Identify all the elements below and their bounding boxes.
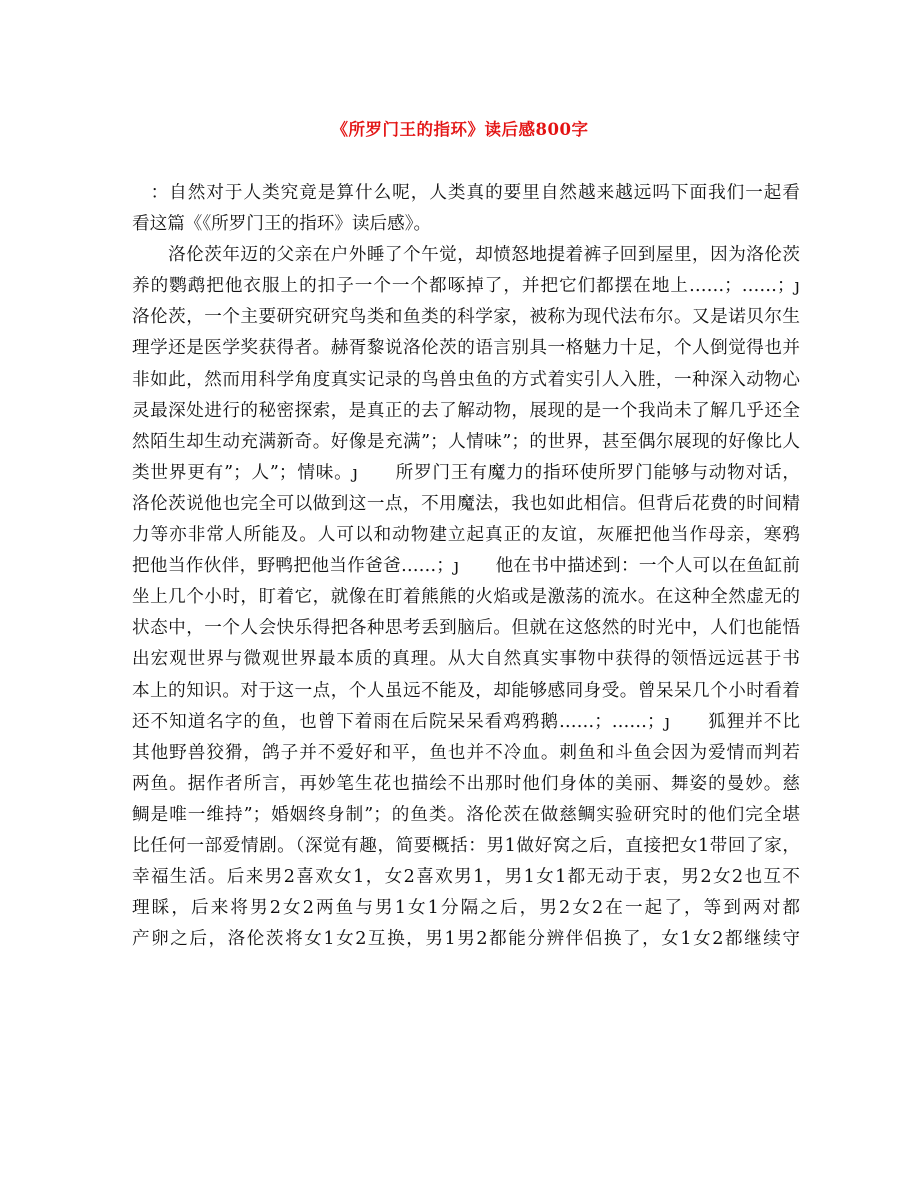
text-line: 鲷是唯一维持”；婚姻终身制”；的鱼类。洛伦茨在做慈鲷实验研究时的他们完全堪 bbox=[132, 804, 800, 825]
article-body bbox=[132, 178, 800, 955]
text-line: 坐上几个小时，盯着它，就像在盯着熊熊的火焰或是激荡的流水。在这种全然虚无的 bbox=[132, 587, 800, 608]
text-line: 状态中，一个人会快乐得把各种思考丢到脑后。但就在这悠然的时光中，人们也能悟 bbox=[132, 618, 800, 639]
text-line: 洛伦茨说他也完全可以做到这一点，不用魔法，我也如此相信。但背后花费的时间精 bbox=[132, 493, 800, 514]
text-line: 两鱼。据作者所言，再妙笔生花也描绘不出那时他们身体的美丽、舞姿的曼妙。慈 bbox=[132, 773, 800, 794]
text-line: 幸福生活。后来男2喜欢女1，女2喜欢男1，男1女1都无动于衷，男2女2也互不 bbox=[132, 867, 800, 888]
text-line: 灵最深处进行的秘密探索，是真正的去了解动物，展现的是一个我尚未了解几乎还全 bbox=[132, 400, 800, 421]
text-line: ：自然对于人类究竟是算什么呢，人类真的要里自然越来越远吗下面我们一起看 bbox=[132, 183, 800, 203]
text-line: 理睬，后来将男2女2两鱼与男1女1分隔之后，男2女2在一起了，等到两对都 bbox=[132, 898, 800, 919]
text-line: 理学还是医学奖获得者。赫胥黎说洛伦茨的语言别具一格魅力十足，个人倒觉得也并 bbox=[132, 338, 800, 359]
text-line: 养的鹦鹉把他衣服上的扣子一个一个都啄掉了，并把它们都摆在地上……；……；ȷ bbox=[132, 276, 800, 297]
text-line: 产卵之后，洛伦茨将女1女2互换，男1男2都能分辨伴侣换了，女1女2都继续守 bbox=[132, 929, 800, 950]
text-line: 类世界更有”；人”；情味。ȷ 所罗门王有魔力的指环使所罗门能够与动物对话， bbox=[132, 462, 800, 483]
text-line: 洛伦茨，一个主要研究研究鸟类和鱼类的科学家，被称为现代法布尔。又是诺贝尔生 bbox=[132, 307, 800, 328]
text-line: 力等亦非常人所能及。人可以和动物建立起真正的友谊，灰雁把他当作母亲，寒鸦 bbox=[132, 525, 800, 546]
text-line: 其他野兽狡猾，鸽子并不爱好和平，鱼也并不冷血。刺鱼和斗鱼会因为爱情而判若 bbox=[132, 742, 800, 763]
text-line: 看这篇《《所罗门王的指环》读后感》。 bbox=[132, 214, 432, 235]
text-line: 把他当作伙伴，野鸭把他当作爸爸……；ȷ 他在书中描述到：一个人可以在鱼缸前 bbox=[132, 556, 800, 577]
text-line: 非如此，然而用科学角度真实记录的鸟兽虫鱼的方式着实引人入胜，一种深入动物心 bbox=[132, 369, 800, 390]
text-line: 出宏观世界与微观世界最本质的真理。从大自然真实事物中获得的领悟远远甚于书 bbox=[132, 649, 800, 670]
text-line: 然陌生却生动充满新奇。好像是充满”；人情味”；的世界，甚至偶尔展现的好像比人 bbox=[132, 431, 800, 452]
text-line: 还不知道名字的鱼，也曾下着雨在后院呆呆看鸡鸦鹅……；……；ȷ 狐狸并不比 bbox=[132, 711, 800, 732]
text-line: 本上的知识。对于这一点，个人虽远不能及，却能够感同身受。曾呆呆几个小时看着 bbox=[132, 680, 800, 701]
text-line: 比任何一部爱情剧。（深觉有趣，简要概括：男1做好窝之后，直接把女1带回了家， bbox=[132, 835, 800, 856]
document-title: 《所罗门王的指环》读后感800字 bbox=[331, 120, 589, 139]
text-line: 洛伦茨年迈的父亲在户外睡了个午觉，却愤怒地提着裤子回到屋里，因为洛伦茨 bbox=[132, 245, 800, 266]
